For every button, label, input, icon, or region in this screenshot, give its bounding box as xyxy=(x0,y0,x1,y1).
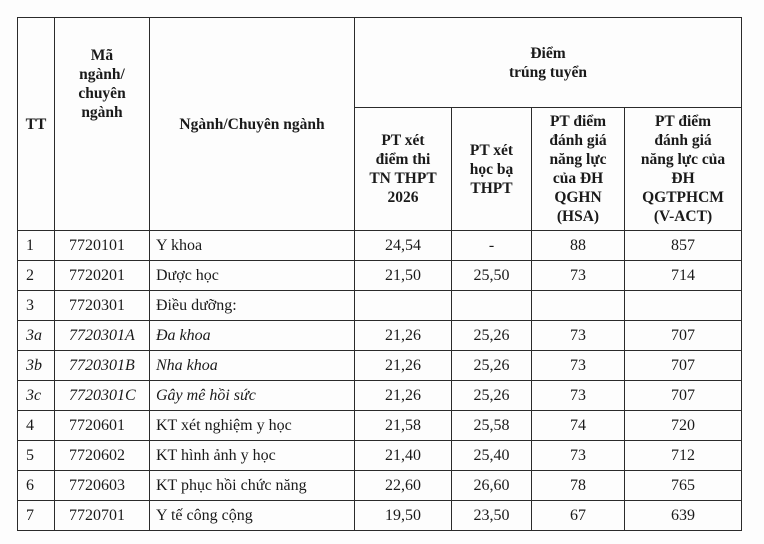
header-hsa: PT điểm đánh giá năng lực của ĐH QGHN (HSA) xyxy=(532,108,625,231)
cell-name: Y tế công cộng xyxy=(150,501,355,531)
cell-code: 7720602 xyxy=(55,441,150,471)
table-row xyxy=(18,381,742,411)
cell-thpt: 24,54 xyxy=(355,231,452,261)
cell-hsa: 73 xyxy=(532,261,625,291)
table-row xyxy=(18,471,742,501)
cell-thpt: 21,58 xyxy=(355,411,452,441)
cell-thpt: 21,50 xyxy=(355,261,452,291)
cell-vact: 720 xyxy=(625,411,742,441)
cell-tt: 3 xyxy=(18,291,55,321)
table-row xyxy=(18,291,742,321)
cell-hocba: 23,50 xyxy=(452,501,532,531)
cell-code: 7720603 xyxy=(55,471,150,501)
cell-code: 7720701 xyxy=(55,501,150,531)
cell-code: 7720301A xyxy=(55,321,150,351)
cell-vact: 707 xyxy=(625,351,742,381)
cell-tt: 3b xyxy=(18,351,55,381)
cell-vact: 765 xyxy=(625,471,742,501)
cell-thpt xyxy=(355,291,452,321)
cell-hsa: 73 xyxy=(532,321,625,351)
cell-tt: 2 xyxy=(18,261,55,291)
cell-vact: 707 xyxy=(625,321,742,351)
cell-vact: 857 xyxy=(625,231,742,261)
header-vact: PT điểm đánh giá năng lực của ĐH QGTPHCM (V-ACT) xyxy=(625,108,742,231)
cell-name: Nha khoa xyxy=(150,351,355,381)
cell-name: KT phục hồi chức năng xyxy=(150,471,355,501)
table-row xyxy=(18,231,742,261)
cell-thpt: 22,60 xyxy=(355,471,452,501)
cell-vact xyxy=(625,291,742,321)
cell-thpt: 19,50 xyxy=(355,501,452,531)
cell-hocba: - xyxy=(452,231,532,261)
cell-thpt: 21,26 xyxy=(355,381,452,411)
cell-hsa: 73 xyxy=(532,351,625,381)
cell-hsa xyxy=(532,291,625,321)
cell-hocba: 25,26 xyxy=(452,381,532,411)
header-tt: TT xyxy=(18,18,55,231)
cell-tt: 7 xyxy=(18,501,55,531)
cell-tt: 5 xyxy=(18,441,55,471)
table-row xyxy=(18,351,742,381)
table-row xyxy=(18,441,742,471)
cell-code: 7720201 xyxy=(55,261,150,291)
cell-thpt: 21,26 xyxy=(355,321,452,351)
table-row xyxy=(18,261,742,291)
cell-code: 7720301B xyxy=(55,351,150,381)
cell-hsa: 67 xyxy=(532,501,625,531)
table-row xyxy=(18,321,742,351)
cell-tt: 4 xyxy=(18,411,55,441)
cell-tt: 3c xyxy=(18,381,55,411)
cell-thpt: 21,40 xyxy=(355,441,452,471)
cell-vact: 707 xyxy=(625,381,742,411)
cell-code: 7720101 xyxy=(55,231,150,261)
cell-name: Đa khoa xyxy=(150,321,355,351)
cell-hocba: 25,26 xyxy=(452,351,532,381)
cell-hocba: 25,50 xyxy=(452,261,532,291)
header-transcript: PT xét học bạ THPT xyxy=(452,108,532,231)
cell-name: Gây mê hồi sức xyxy=(150,381,355,411)
cell-hsa: 78 xyxy=(532,471,625,501)
table-row xyxy=(18,501,742,531)
cell-code: 7720301 xyxy=(55,291,150,321)
cell-name: Điều dưỡng: xyxy=(150,291,355,321)
header-major-name: Ngành/Chuyên ngành xyxy=(150,18,355,231)
cell-vact: 714 xyxy=(625,261,742,291)
cell-hsa: 74 xyxy=(532,411,625,441)
cell-tt: 1 xyxy=(18,231,55,261)
cell-hocba: 25,26 xyxy=(452,321,532,351)
header-score-group: Điểm trúng tuyển xyxy=(355,18,742,108)
cell-code: 7720301C xyxy=(55,381,150,411)
cell-hsa: 88 xyxy=(532,231,625,261)
cell-hsa: 73 xyxy=(532,441,625,471)
cell-hocba: 25,40 xyxy=(452,441,532,471)
cell-hocba: 25,58 xyxy=(452,411,532,441)
admission-score-table xyxy=(17,17,742,531)
header-thpt-exam: PT xét điểm thi TN THPT 2026 xyxy=(355,108,452,231)
cell-name: KT hình ảnh y học xyxy=(150,441,355,471)
cell-hocba xyxy=(452,291,532,321)
header-major-code: Mã ngành/ chuyên ngành xyxy=(55,18,150,231)
cell-code: 7720601 xyxy=(55,411,150,441)
cell-hocba: 26,60 xyxy=(452,471,532,501)
cell-name: Y khoa xyxy=(150,231,355,261)
cell-thpt: 21,26 xyxy=(355,351,452,381)
cell-vact: 712 xyxy=(625,441,742,471)
cell-name: Dược học xyxy=(150,261,355,291)
cell-name: KT xét nghiệm y học xyxy=(150,411,355,441)
cell-tt: 3a xyxy=(18,321,55,351)
cell-hsa: 73 xyxy=(532,381,625,411)
cell-vact: 639 xyxy=(625,501,742,531)
cell-tt: 6 xyxy=(18,471,55,501)
table-row xyxy=(18,411,742,441)
